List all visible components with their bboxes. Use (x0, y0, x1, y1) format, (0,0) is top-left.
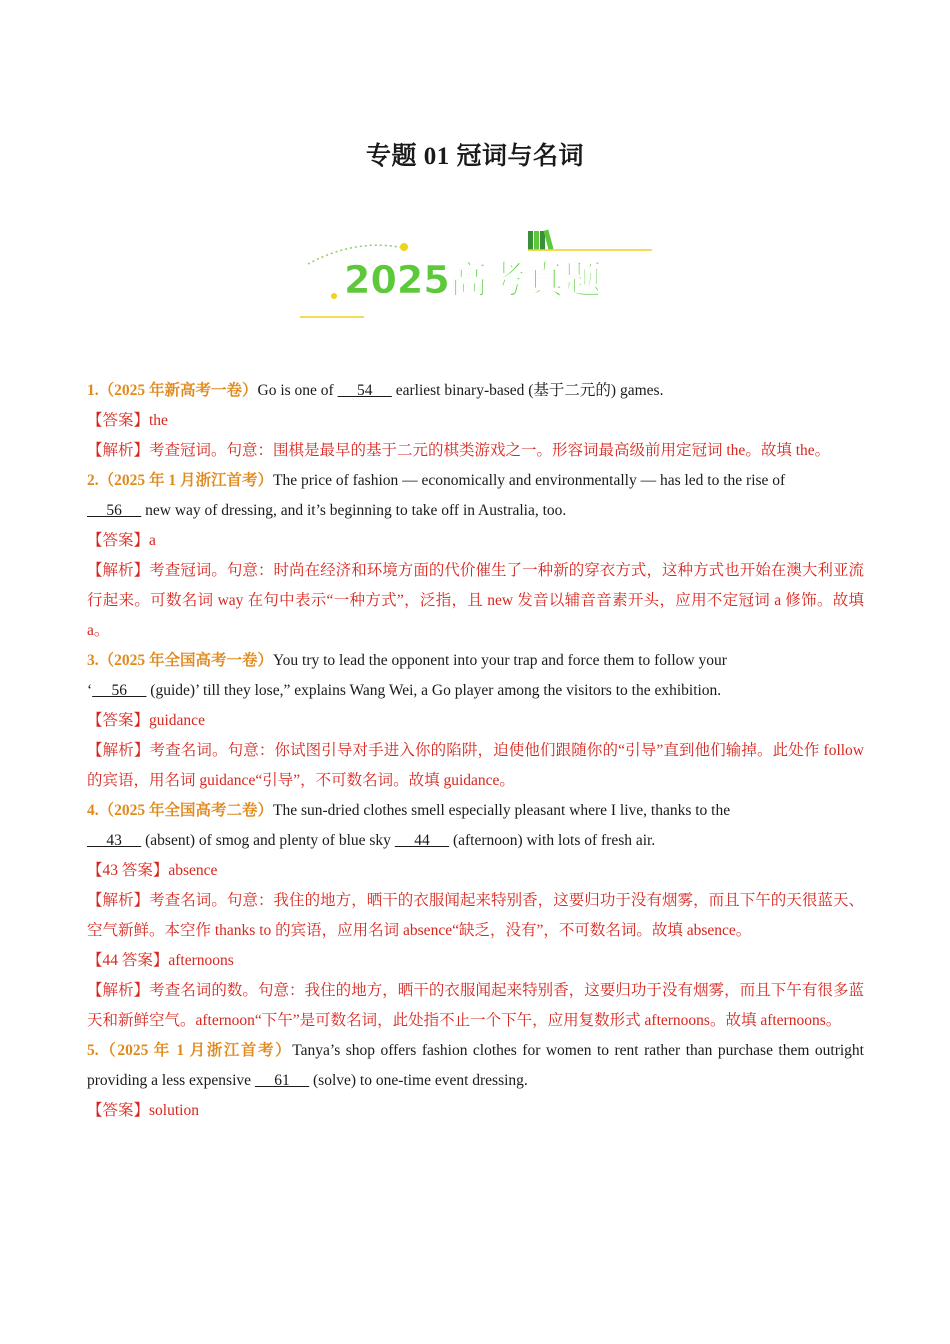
question-5-head: 5.（2025 年 1 月浙江首考） (87, 1042, 293, 1059)
blank-54: 54 (337, 382, 392, 399)
dot-yellow-top (400, 243, 408, 251)
dot-yellow-left (331, 293, 337, 299)
answer-3: 【答案】guidance (87, 712, 205, 729)
question-1: 1.（2025 年新高考一卷）Go is one of 54 earliest binary-based (基于二元的) games. (87, 382, 664, 399)
banner-text: 2025高考真题 (344, 258, 602, 302)
question-2: 2.（2025 年 1 月浙江首考）The price of fashion — economically and environmentally — has led to the rise of 56 new way of dressing, and it’s beginning to take off in Australia, too. (87, 472, 786, 519)
blank-44: 44 (394, 832, 450, 849)
answer-5: 【答案】solution (87, 1102, 199, 1119)
blank-61: 61 (254, 1072, 310, 1089)
question-3-head: 3.（2025 年全国高考一卷） (87, 652, 274, 669)
content (87, 376, 864, 1126)
analysis-1: 【解析】考查冠词。句意：围棋是最早的基于二元的棋类游戏之一。形容词最高级前用定冠词 the。故填 the。 (87, 442, 831, 459)
question-2-head: 2.（2025 年 1 月浙江首考） (87, 472, 274, 489)
question-4: 4.（2025 年全国高考二卷）The sun-dried clothes smell especially pleasant where I live, thanks to the 43 (absent) of smog and plenty of blue sky 44 (afternoon) with lots of fresh air. (87, 802, 731, 849)
blank-43: 43 (87, 832, 142, 849)
question-4-head: 4.（2025 年全国高考二卷） (87, 802, 274, 819)
banner-2025-exam (296, 228, 656, 323)
blank-56: 56 (87, 502, 142, 519)
answer-4-44: 【44 答案】afternoons (87, 952, 234, 969)
question-1-head: 1.（2025 年新高考一卷） (87, 382, 258, 399)
analysis-4-43: 【解析】考查名词。句意：我住的地方，晒干的衣服闻起来特别香，这要归功于没有烟雾，而且下午的天很蓝天、空气新鲜。本空作 thanks to 的宾语，应用名词 absence“缺乏，没有”，不可数名词。故填 absence。 (87, 892, 864, 939)
analysis-2: 【解析】考查冠词。句意：时尚在经济和环境方面的代价催生了一种新的穿衣方式，这种方式也开始在澳大利亚流行起来。可数名词 way 在句中表示“一种方式”，泛指，且 new 发音以辅音音素开头，应用不定冠词 a 修饰。故填 a。 (87, 562, 864, 639)
analysis-3: 【解析】考查名词。句意：你试图引导对手进入你的陷阱，迫使他们跟随你的“引导”直到他们输掉。此处作 follow 的宾语，用名词 guidance“引导”，不可数名词。故填 guidance。 (87, 742, 864, 789)
books-icon (528, 230, 553, 251)
analysis-4-44: 【解析】考查名词的数。句意：我住的地方，晒干的衣服闻起来特别香，这要归功于没有烟雾，而且下午有很多蓝天和新鲜空气。afternoon“下午”是可数名词，此处指不止一个下午，应用复数形式 afternoons。故填 afternoons。 (87, 982, 864, 1029)
question-5: 5.（2025 年 1 月浙江首考）Tanya’s shop offers fashion clothes for women to rent rather than purchase them outright providing a less expensive 61 (solve) to one-time event dressing. (87, 1042, 864, 1089)
answer-4-43: 【43 答案】absence (87, 862, 218, 879)
answer-2: 【答案】a (87, 532, 156, 549)
page-title: 专题 01 冠词与名词 (365, 143, 584, 170)
question-3: 3.（2025 年全国高考一卷）You try to lead the opponent into your trap and force them to follow your ‘ 56 (guide)’ till they lose,” explains Wang Wei, a Go player among the visitors to the exhibition. (87, 652, 727, 699)
answer-1: 【答案】the (87, 412, 168, 429)
blank-56b: 56 (92, 682, 147, 699)
